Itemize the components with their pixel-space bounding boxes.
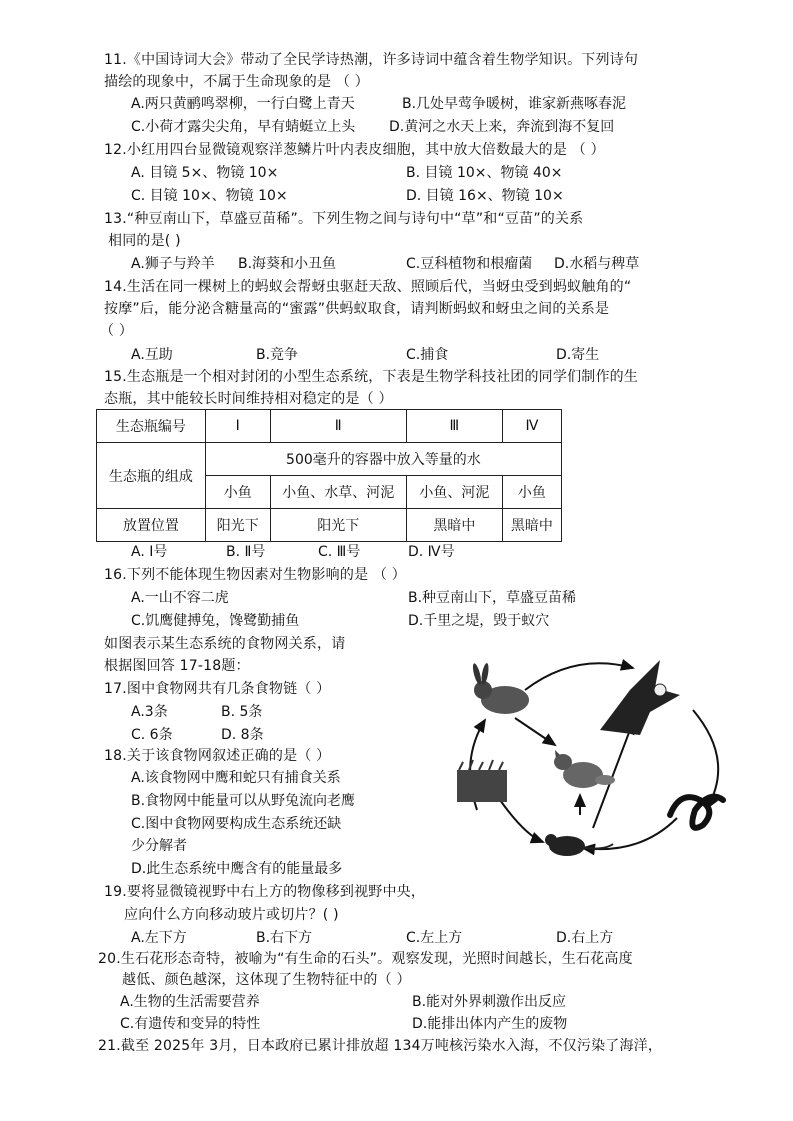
q14-stem-line1: 14.生活在同一棵树上的蚂蚁会帮蚜虫驱赶天敌、照顾后代，当蚜虫受到蚂蚁触角的“: [104, 279, 632, 295]
ecobottle-table: [96, 409, 562, 542]
table-composition-4: 小鱼: [502, 476, 561, 509]
q13-stem-line1: 13.“种豆南山下，草盛豆苗稀”。下列生物之间与诗句中“草”和“豆苗”的关系: [104, 211, 584, 227]
q20-option-c: C.有遗传和变异的特性: [120, 1016, 261, 1032]
q17-option-a: A.3条: [131, 704, 168, 720]
q18-option-c-line1: C.图中食物网要构成生态系统还缺: [131, 816, 342, 832]
q14-stem-line2: 按摩”后，能分泌含糖量高的“蜜露”供蚂蚁取食，请判断蚂蚁和蚜虫之间的关系是: [104, 301, 610, 317]
q14-option-b: B.竞争: [256, 347, 299, 363]
table-position-3: 黑暗中: [406, 509, 502, 542]
q20-option-d: D.能排出体内产生的废物: [412, 1016, 568, 1032]
q14-stem-line3: （ ）: [100, 323, 134, 339]
fox-icon: [554, 750, 615, 788]
q15-option-b: B. Ⅱ号: [226, 544, 266, 560]
snake-icon: [670, 797, 723, 828]
q12-stem: 12.小红用四台显微镜观察洋葱鳞片叶内表皮细胞，其中放大倍数最大的是 （ ）: [104, 142, 605, 158]
q15-stem-line2: 态瓶，其中能较长时间维持相对稳定的是（ ）: [104, 391, 393, 407]
q17-option-c: C. 6条: [131, 727, 173, 743]
table-composition-1: 小鱼: [205, 476, 270, 509]
q17-stem: 17.图中食物网共有几条食物链（ ）: [104, 681, 331, 697]
q19-option-a: A.左下方: [131, 930, 187, 946]
q14-option-d: D.寄生: [556, 347, 600, 363]
q11-option-c: C.小荷才露尖尖角，早有蜻蜓立上头: [131, 119, 356, 135]
q18-option-a: A.该食物网中鹰和蛇只有捕食关系: [131, 770, 341, 786]
q12-option-d: D. 目镜 16×、物镜 10×: [406, 188, 564, 204]
table-position-4: 黑暗中: [502, 509, 561, 542]
q19-stem-line1: 19.要将显微镜视野中右上方的物像移到视野中央，: [104, 884, 426, 900]
q13-option-d: D.水稻与稗草: [554, 256, 640, 272]
q20-stem-line2: 越低、颜色越深，这体现了生物特征中的（ ）: [122, 972, 411, 988]
arrow-mouse-to-snake: [583, 818, 677, 849]
q12-option-c: C. 目镜 10×、物镜 10×: [131, 188, 288, 204]
q15-option-c: C. Ⅲ号: [318, 544, 361, 560]
q16-option-b: B.种豆南山下，草盛豆苗稀: [408, 590, 577, 606]
q19-stem-line2: 应向什么方向移动玻片或切片？( ): [124, 907, 339, 923]
q19-option-b: B.右下方: [256, 930, 313, 946]
table-composition-2: 小鱼、水草、河泥: [270, 476, 406, 509]
q13-option-c: C.豆科植物和根瘤菌: [406, 256, 533, 272]
food-web-intro-line1: 如图表示某生态系统的食物网关系，请: [104, 636, 346, 652]
q13-option-b: B.海葵和小丑鱼: [238, 256, 337, 272]
table-position-label: 放置位置: [97, 509, 206, 542]
food-web-intro-line2: 根据图回答 17-18题：: [104, 658, 250, 674]
table-header-1: Ⅰ: [205, 410, 270, 443]
eagle-icon: [600, 660, 680, 735]
table-header-label: 生态瓶编号: [97, 410, 206, 443]
q18-option-c-line2: 少分解者: [131, 838, 187, 854]
q18-option-b: B.食物网中能量可以从野兔流向老鹰: [131, 793, 356, 809]
table-composition-3: 小鱼、河泥: [406, 476, 502, 509]
table-composition-label: 生态瓶的组成: [97, 443, 206, 509]
q14-option-a: A.互助: [131, 347, 173, 363]
q11-stem-line1: 11.《中国诗词大会》带动了全民学诗热潮，许多诗词中蕴含着生物学知识。下列诗句: [104, 52, 639, 68]
q12-option-a: A. 目镜 5×、物镜 10×: [131, 165, 279, 181]
q18-option-d: D.此生态系统中鹰含有的能量最多: [131, 861, 343, 877]
q15-stem-line1: 15.生态瓶是一个相对封闭的小型生态系统，下表是生物学科技社团的同学们制作的生: [104, 369, 639, 385]
mouse-icon: [545, 834, 613, 856]
q15-option-a: A. Ⅰ号: [131, 544, 168, 560]
q17-option-d: D. 8条: [221, 727, 264, 743]
q20-stem-line1: 20.生石花形态奇特，被喻为“有生命的石头”。观察发现，光照时间越长，生石花高度: [98, 951, 633, 967]
q16-option-c: C.饥鹰健搏兔，馋鹭勤捕鱼: [131, 613, 300, 629]
table-header-3: Ⅲ: [406, 410, 502, 443]
q11-option-d: D.黄河之水天上来，奔流到海不复回: [389, 119, 615, 135]
table-header-2: Ⅱ: [270, 410, 406, 443]
table-composition-common: 500毫升的容器中放入等量的水: [205, 443, 561, 476]
q19-option-c: C.左上方: [406, 930, 463, 946]
arrow-rabbit-to-fox: [515, 718, 555, 745]
q15-option-d: D. Ⅳ号: [408, 544, 455, 560]
arrow-snake-to-eagle: [693, 710, 718, 808]
q20-option-a: A.生物的生活需要营养: [120, 994, 260, 1010]
arrow-rabbit-to-eagle: [525, 663, 633, 690]
q16-option-d: D.千里之堤，毁于蚁穴: [408, 613, 550, 629]
q12-option-b: B. 目镜 10×、物镜 40×: [406, 165, 563, 181]
q11-option-b: B.几处早莺争暖树，谁家新燕啄春泥: [402, 96, 627, 112]
arrow-grass-to-mouse: [500, 800, 543, 842]
q19-option-d: D.右上方: [556, 930, 614, 946]
q21-stem: 21.截至 2025年 3月，日本政府已累计排放超 134万吨核污染水入海，不仅污染了海洋，: [98, 1038, 663, 1054]
q16-stem: 16.下列不能体现生物因素对生物影响的是 （ ）: [104, 567, 406, 583]
grass-icon: [457, 760, 507, 802]
q20-option-b: B.能对外界刺激作出反应: [412, 994, 567, 1010]
q11-option-a: A.两只黄鹂鸣翠柳，一行白鹭上青天: [131, 96, 355, 112]
table-position-1: 阳光下: [205, 509, 270, 542]
q14-option-c: C.捕食: [406, 347, 449, 363]
q17-option-b: B. 5条: [221, 704, 263, 720]
table-position-2: 阳光下: [270, 509, 406, 542]
q11-stem-line2: 描绘的现象中，不属于生命现象的是 （ ）: [104, 74, 369, 90]
q16-option-a: A.一山不容二虎: [131, 590, 229, 606]
q13-option-a: A.狮子与羚羊: [131, 256, 215, 272]
q13-stem-line2: 相同的是( ): [108, 233, 181, 249]
table-header-4: Ⅳ: [502, 410, 561, 443]
food-web-figure: [455, 650, 740, 865]
q18-stem: 18.关于该食物网叙述正确的是（ ）: [104, 748, 331, 764]
rabbit-icon: [471, 663, 529, 714]
